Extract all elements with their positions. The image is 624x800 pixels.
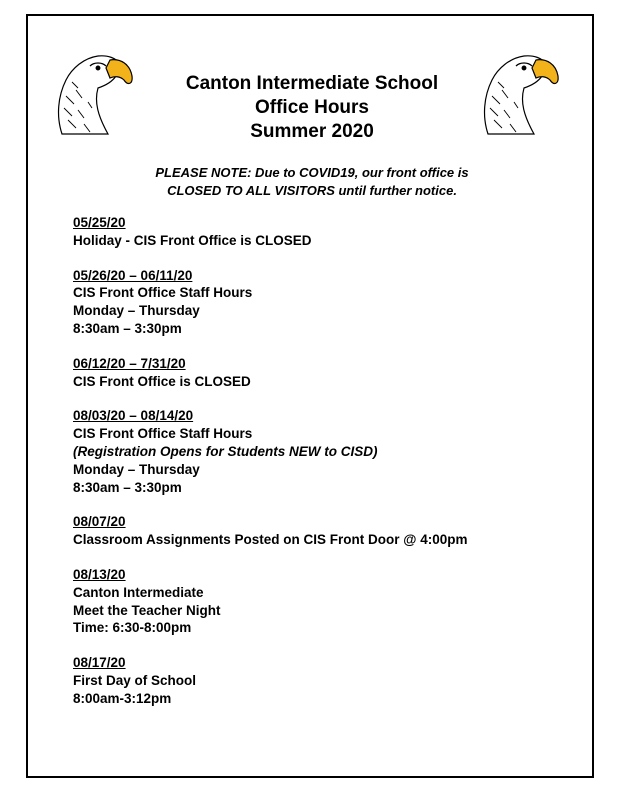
page-season: Summer 2020 xyxy=(250,121,374,142)
entry-date: 05/26/20 – 06/11/20 xyxy=(73,267,193,283)
entry-line: Holiday - CIS Front Office is CLOSED xyxy=(73,232,312,248)
entry-line: CIS Front Office Staff Hours xyxy=(73,426,253,442)
schedule-entry xyxy=(73,513,573,549)
entry-line: Monday – Thursday xyxy=(73,303,200,319)
entry-line: Canton Intermediate xyxy=(73,584,204,600)
page-subtitle: Office Hours xyxy=(254,97,370,118)
schedule-entry xyxy=(73,654,573,707)
entry-line: Classroom Assignments Posted on CIS Front Door @ 4:00pm xyxy=(73,532,468,548)
schedule-list xyxy=(73,214,573,725)
entry-date: 08/17/20 xyxy=(73,655,126,671)
entry-line: 8:30am – 3:30pm xyxy=(73,320,182,336)
entry-line: CIS Front Office Staff Hours xyxy=(73,285,253,301)
entry-date: 06/12/20 – 7/31/20 xyxy=(73,355,186,371)
entry-date: 08/03/20 – 08/14/20 xyxy=(73,408,194,424)
eagle-mascot-icon xyxy=(54,46,134,138)
schedule-entry xyxy=(73,355,573,391)
entry-line: CIS Front Office is CLOSED xyxy=(73,373,251,389)
entry-line: First Day of School xyxy=(73,672,197,688)
entry-line: 8:30am – 3:30pm xyxy=(73,479,182,495)
entry-line: 8:00am-3:12pm xyxy=(73,690,172,706)
schedule-entry xyxy=(73,407,573,496)
covid-notice-line: CLOSED TO ALL VISITORS until further notice. xyxy=(167,183,457,198)
schedule-entry xyxy=(73,214,573,250)
covid-notice-line: PLEASE NOTE: Due to COVID19, our front office is xyxy=(155,165,469,180)
entry-date: 05/25/20 xyxy=(73,215,126,230)
entry-line: Monday – Thursday xyxy=(73,461,200,477)
entry-date: 08/13/20 xyxy=(73,566,126,582)
schedule-entry xyxy=(73,566,573,637)
page-title: Canton Intermediate School xyxy=(185,73,439,94)
entry-line: Meet the Teacher Night xyxy=(73,602,221,618)
schedule-entry xyxy=(73,267,573,338)
entry-line: (Registration Opens for Students NEW to CISD) xyxy=(73,443,378,459)
entry-date: 08/07/20 xyxy=(73,514,126,530)
entry-line: Time: 6:30-8:00pm xyxy=(73,620,192,636)
